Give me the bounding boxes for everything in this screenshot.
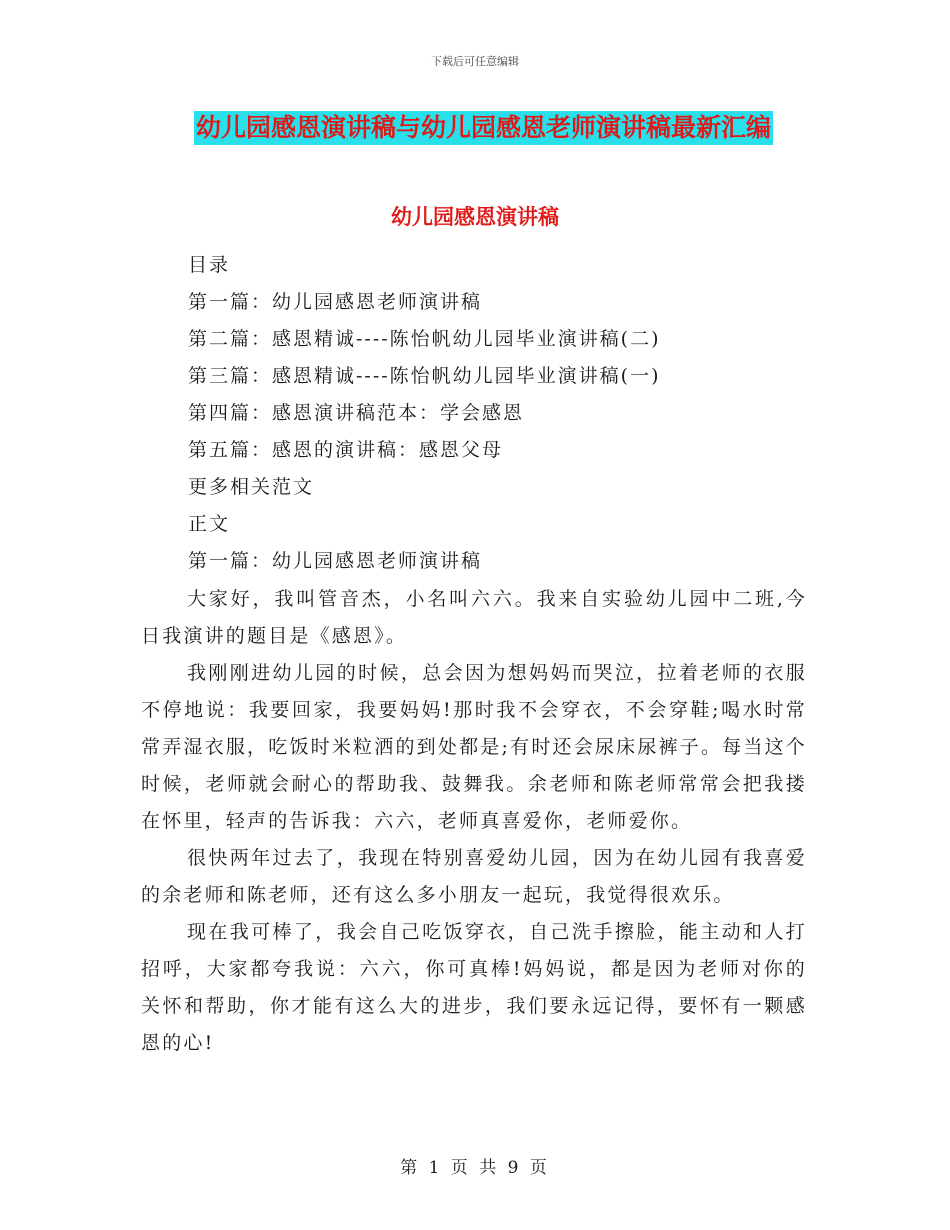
toc-item: 第一篇：幼儿园感恩老师演讲稿: [188, 291, 483, 313]
header-note: 下载后可任意编辑: [431, 55, 519, 68]
table-of-contents: [188, 247, 661, 580]
main-title: 幼儿园感恩演讲稿与幼儿园感恩老师演讲稿最新汇编: [194, 111, 773, 145]
toc-heading: 目录: [188, 254, 231, 276]
toc-item: 第五篇：感恩的演讲稿：感恩父母: [188, 439, 504, 461]
paragraph: 现在我可棒了，我会自己吃饭穿衣，自己洗手擦脸，能主动和人打招呼，大家都夸我说：六六，你可真棒!妈妈说，都是因为老师对你的关怀和帮助，你才能有这么大的进步，我们要永远记得，要怀有一颗感恩的心!: [141, 921, 807, 1054]
paragraph: 我刚刚进幼儿园的时候，总会因为想妈妈而哭泣，拉着老师的衣服不停地说：我要回家，我要妈妈!那时我不会穿衣，不会穿鞋;喝水时常常弄湿衣服，吃饭时米粒洒的到处都是;有时还会尿床尿裤子。每当这个时候，老师就会耐心的帮助我、鼓舞我。余老师和陈老师常常会把我搂在怀里，轻声的告诉我：六六，老师真喜爱你，老师爱你。: [141, 662, 807, 832]
toc-item: 第三篇：感恩精诚----陈怡帆幼儿园毕业演讲稿(一): [188, 365, 661, 387]
paragraph: 很快两年过去了，我现在特别喜爱幼儿园，因为在幼儿园有我喜爱的余老师和陈老师，还有这么多小朋友一起玩，我觉得很欢乐。: [141, 847, 807, 906]
toc-body-heading: 正文: [188, 513, 231, 535]
page-footer: 第 1 页 共 9 页: [400, 1158, 550, 1178]
paragraph: 大家好，我叫管音杰，小名叫六六。我来自实验幼儿园中二班,今日我演讲的题目是《感恩》。: [141, 588, 807, 647]
toc-item: 更多相关范文: [188, 476, 315, 498]
article-heading: 第一篇：幼儿园感恩老师演讲稿: [188, 550, 483, 572]
section-title: 幼儿园感恩演讲稿: [391, 205, 559, 229]
toc-item: 第四篇：感恩演讲稿范本：学会感恩: [188, 402, 525, 424]
toc-item: 第二篇：感恩精诚----陈怡帆幼儿园毕业演讲稿(二): [188, 328, 661, 350]
article-body: [141, 581, 807, 1062]
